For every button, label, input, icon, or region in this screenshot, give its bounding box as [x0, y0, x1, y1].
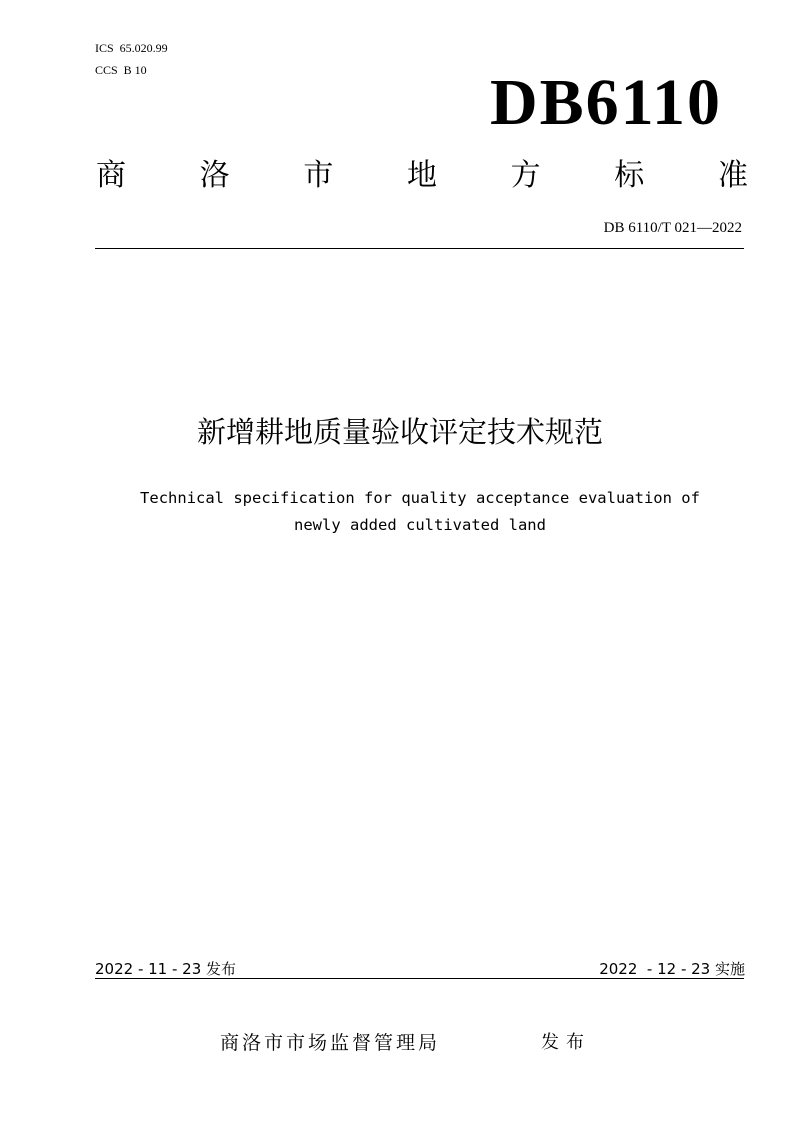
ccs-code: CCS B 10: [95, 63, 147, 77]
standard-type-char: 洛: [199, 158, 230, 193]
standard-type-char: 标: [614, 158, 645, 193]
standard-number: DB 6110/T 021—2022: [603, 220, 742, 236]
standard-type-char: 地: [406, 158, 437, 193]
standard-type-char: 商: [96, 158, 126, 193]
document-title-english-line2: newly added cultivated land: [294, 516, 546, 534]
standard-type-char: 市: [303, 158, 334, 193]
issue-label: 发布: [541, 1032, 591, 1053]
ics-code: ICS 65.020.99: [95, 41, 168, 55]
standard-type-heading: [96, 156, 748, 196]
document-title-chinese: 新增耕地质量验收评定技术规范: [196, 415, 603, 449]
issuing-authority: 商洛市市场监督管理局: [220, 1032, 441, 1054]
standard-type-char: 准: [717, 158, 748, 193]
footer-divider: [95, 978, 744, 979]
issue-date: 2022 - 11 - 23 发布: [95, 960, 237, 978]
standard-code: DB6110: [489, 66, 722, 139]
document-title-english-line1: Technical specification for quality acceptance evaluation of: [140, 489, 700, 507]
implementation-date: 2022 - 12 - 23 实施: [599, 960, 745, 978]
standard-type-char: 方: [510, 158, 541, 193]
header-divider: [95, 248, 744, 249]
